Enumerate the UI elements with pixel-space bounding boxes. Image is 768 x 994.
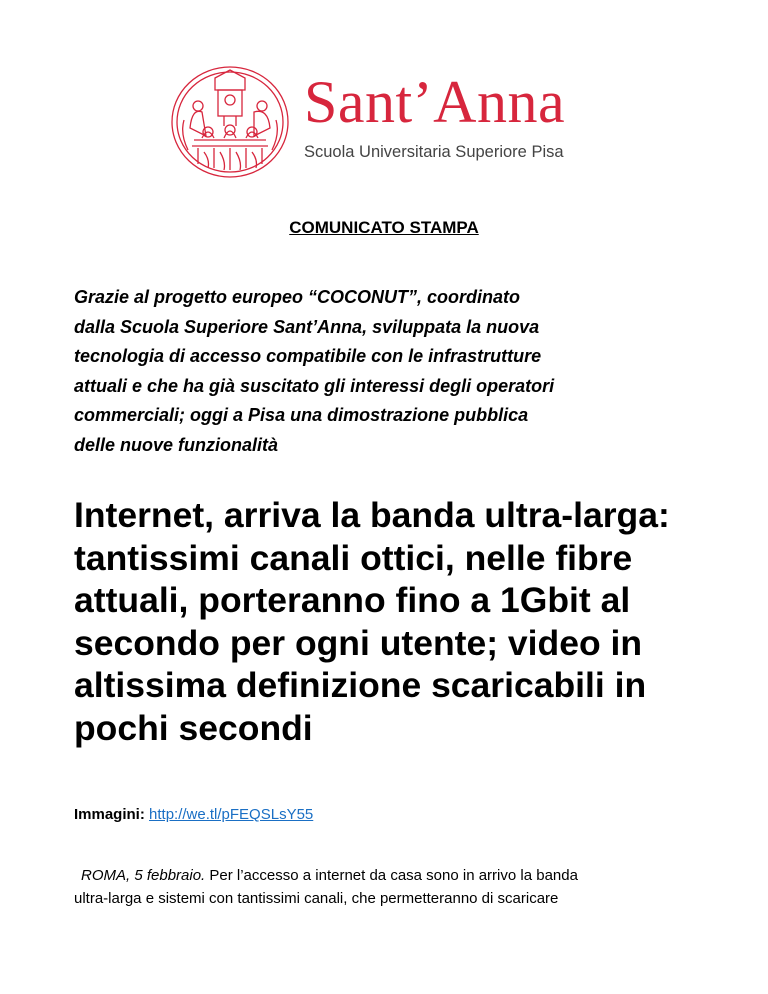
seal-emblem-icon	[168, 64, 292, 180]
body-paragraph	[74, 864, 704, 910]
logo-subtitle: Scuola Universitaria Superiore Pisa	[304, 143, 564, 161]
summary-line: commerciali; oggi a Pisa una dimostrazione pubblica	[74, 405, 529, 425]
summary-line: tecnologia di accesso compatibile con le infrastrutture	[74, 346, 542, 366]
headline-line: altissima definizione scaricabili in	[74, 665, 647, 705]
sant-anna-logo	[168, 64, 608, 184]
summary-paragraph	[74, 283, 704, 460]
body-text-start: Per l’accesso a internet da casa sono in arrivo la banda	[205, 867, 578, 884]
press-release-label: COMUNICATO STAMPA	[289, 218, 479, 237]
summary-line: dalla Scuola Superiore Sant’Anna, sviluppata la nuova	[74, 316, 540, 337]
headline-line: Internet, arriva la banda ultra-larga:	[74, 495, 670, 535]
images-label: Immagini:	[74, 806, 145, 823]
headline-line: attuali, porteranno fino a 1Gbit al	[74, 580, 631, 620]
dateline: ROMA, 5 febbraio.	[81, 867, 206, 884]
summary-line: delle nuove funzionalità	[74, 434, 279, 455]
body-line	[74, 864, 704, 887]
headline	[74, 494, 714, 749]
images-line	[74, 805, 704, 825]
images-link[interactable]: http://we.tl/pFEQSLsY55	[149, 806, 314, 823]
headline-line: pochi secondi	[74, 707, 313, 748]
headline-line: secondo per ogni utente; video in	[74, 622, 643, 663]
summary-line: Grazie al progetto europeo “COCONUT”, coordinato	[74, 287, 521, 307]
headline-line: tantissimi canali ottici, nelle fibre	[74, 537, 633, 578]
summary-line: attuali e che ha già suscitato gli interessi degli operatori	[74, 375, 555, 396]
body-line: ultra-larga e sistemi con tantissimi canali, che permetteranno di scaricare	[74, 890, 559, 907]
logo-wordmark: Sant’Anna	[304, 69, 566, 135]
